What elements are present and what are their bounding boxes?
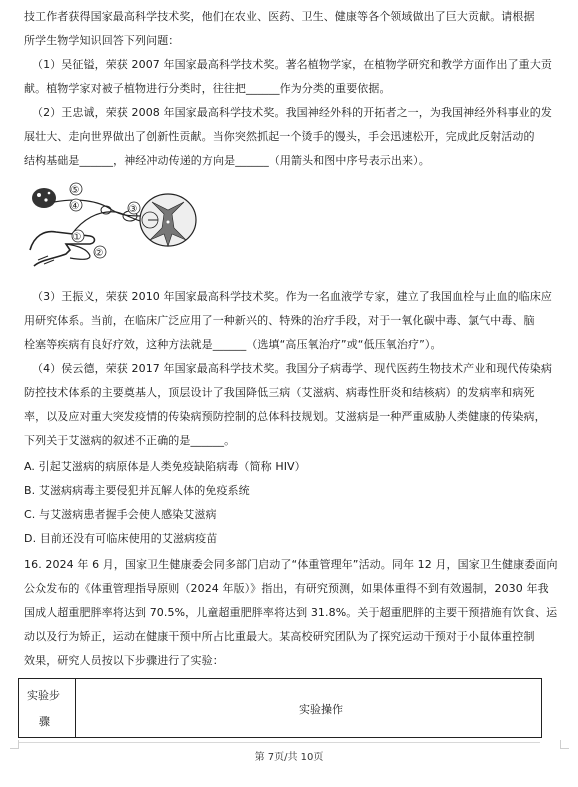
text-line: 国成人超重肥胖率将达到 70.5%，儿童超重肥胖率将达到 31.8%。关于超重肥胖的主要干预措施有饮食、运 xyxy=(24,606,558,619)
label-4: ④ xyxy=(70,201,80,212)
text-line: （4）侯云德，荣获 2017 年国家最高科学技术奖。我国分子病毒学、现代医药生物技术产业和现代传染病 xyxy=(32,362,552,375)
option-d: D. 目前还没有可临床使用的艾滋病疫苗 xyxy=(24,532,218,545)
text-line: 动以及行为矫正，运动在健康干预中所占比重最大。某高校研究团队为了探究运动干预对于小鼠体重控制 xyxy=(24,630,535,643)
text-line: 用研究体系。当前，在临床广泛应用了一种新兴的、特殊的治疗手段，对于一氧化碳中毒、氯气中毒、脑 xyxy=(24,314,535,327)
label-2: ② xyxy=(94,248,104,259)
option-b: B. 艾滋病病毒主要侵犯并瓦解人体的免疫系统 xyxy=(24,484,250,497)
table-header-operation: 实验操作 xyxy=(299,703,343,716)
text-line: 效果，研究人员按以下步骤进行了实验： xyxy=(24,654,224,667)
receptor-blob xyxy=(32,188,56,208)
crop-mark xyxy=(560,740,569,749)
text-line: （2）王忠诚，荣获 2008 年国家最高科学技术奖。我国神经外科的开拓者之一，为我国神经外科事业的发 xyxy=(32,106,552,119)
label-5: ⑤ xyxy=(70,185,80,196)
hand-illustration xyxy=(30,232,95,266)
text-line: 展壮大、走向世界做出了创新性贡献。当你突然抓起一个烫手的馒头，手会迅速松开，完成此反射活动的 xyxy=(24,130,535,143)
crop-mark xyxy=(10,740,19,749)
option-c: C. 与艾滋病患者握手会使人感染艾滋病 xyxy=(24,508,217,521)
experiment-table xyxy=(18,678,542,738)
sensory-neuron-path xyxy=(72,212,144,234)
table-header-step xyxy=(19,679,76,737)
text-line: 技工作者获得国家最高科学技术奖，他们在农业、医药、卫生、健康等各个领域做出了巨大贡献。请根据 xyxy=(24,10,535,23)
text-line: （1）吴征镒，荣获 2007 年国家最高科学技术奖。著名植物学家，在植物学研究和教学方面作出了重大贡 xyxy=(32,58,552,71)
question-16-line: 16. 2024 年 6 月，国家卫生健康委会同多部门启动了“体重管理年”活动。同年 12 月，国家卫生健康委面向 xyxy=(24,558,558,571)
text-line: 栓塞等疾病有良好疗效，这种方法就是______（选填“高压氧治疗”或“低压氧治疗”）。 xyxy=(24,338,442,351)
text-line: 率，以及应对重大突发疫情的传染病预防控制的总体科技规划。艾滋病是一种严重威胁人类健康的传染病， xyxy=(24,410,546,423)
text-line: 公众发布的《体重管理指导原则（2024 年版）》指出，有研究预测，如果体重得不到有效遏制，2030 年我 xyxy=(24,582,549,595)
page-footer: 第 7页/共 10页 xyxy=(254,752,324,763)
option-a: A. 引起艾滋病的病原体是人类免疫缺陷病毒（简称 HIV） xyxy=(24,460,306,473)
table-header-step-line2: 骤 xyxy=(39,715,50,728)
reflex-arc-diagram xyxy=(26,180,216,270)
text-line: 所学生物学知识回答下列问题： xyxy=(24,34,180,47)
text-line: （3）王振义，荣获 2010 年国家最高科学技术奖。作为一名血液学专家，建立了我国血栓与止血的临床应 xyxy=(32,290,552,303)
table-header-step-line1: 实验步 xyxy=(27,689,60,702)
text-line: 下列关于艾滋病的叙述不正确的是______。 xyxy=(24,434,236,447)
label-3: ③ xyxy=(128,204,138,215)
text-line: 防控技术体系的主要奠基人，顶层设计了我国降低三病（艾滋病、病毒性肝炎和结核病）的发病率和病死 xyxy=(24,386,535,399)
label-1: ① xyxy=(72,232,82,243)
text-line: 结构基础是______，神经冲动传递的方向是______（用箭头和图中序号表示出来）。 xyxy=(24,154,430,167)
footer-divider xyxy=(18,742,540,743)
spinal-cord xyxy=(140,194,196,246)
text-line: 献。植物学家对被子植物进行分类时，往往把______作为分类的重要依据。 xyxy=(24,82,391,95)
